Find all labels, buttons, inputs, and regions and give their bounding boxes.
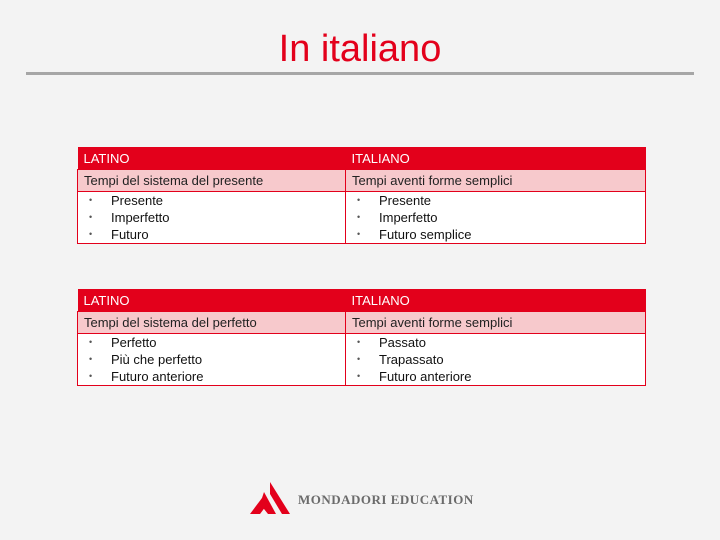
list-item: • Perfetto <box>84 334 345 351</box>
list-item: • Futuro <box>84 226 345 243</box>
col2-subheader: Tempi aventi forme semplici <box>346 312 646 334</box>
table-header-row <box>78 289 646 312</box>
publisher-logo-text: MONDADORI EDUCATION <box>298 492 474 507</box>
list-item: • Passato <box>352 334 645 351</box>
list-item: • Presente <box>352 192 645 209</box>
list-item: • Imperfetto <box>352 209 645 226</box>
col1-header: LATINO <box>78 289 346 312</box>
table-header-row <box>78 147 646 170</box>
title-divider <box>26 72 694 75</box>
list-item: • Futuro anteriore <box>84 368 345 385</box>
table-body-row <box>78 192 646 244</box>
list-item: • Futuro anteriore <box>352 368 645 385</box>
tense-table-perfetto <box>77 289 646 386</box>
col2-header: ITALIANO <box>346 147 646 170</box>
slide-title: In italiano <box>278 28 442 70</box>
col2-subheader: Tempi aventi forme semplici <box>346 170 646 192</box>
col1-header: LATINO <box>78 147 346 170</box>
publisher-logo <box>250 480 480 520</box>
col2-list-cell <box>346 192 646 244</box>
tense-table-presente <box>77 147 646 244</box>
table-body-row <box>78 334 646 386</box>
col2-list-cell <box>346 334 646 386</box>
col1-subheader: Tempi del sistema del presente <box>78 170 346 192</box>
col1-list-cell <box>78 192 346 244</box>
table-subheader-row <box>78 170 646 192</box>
latin-tense-list <box>84 192 345 243</box>
italian-tense-list <box>352 334 645 385</box>
italian-tense-list <box>352 192 645 243</box>
col1-subheader: Tempi del sistema del perfetto <box>78 312 346 334</box>
list-item: • Imperfetto <box>84 209 345 226</box>
publisher-logo-icon <box>250 480 296 516</box>
col2-header: ITALIANO <box>346 289 646 312</box>
table-subheader-row <box>78 312 646 334</box>
list-item: • Futuro semplice <box>352 226 645 243</box>
col1-list-cell <box>78 334 346 386</box>
list-item: • Più che perfetto <box>84 351 345 368</box>
list-item: • Trapassato <box>352 351 645 368</box>
list-item: • Presente <box>84 192 345 209</box>
latin-tense-list <box>84 334 345 385</box>
